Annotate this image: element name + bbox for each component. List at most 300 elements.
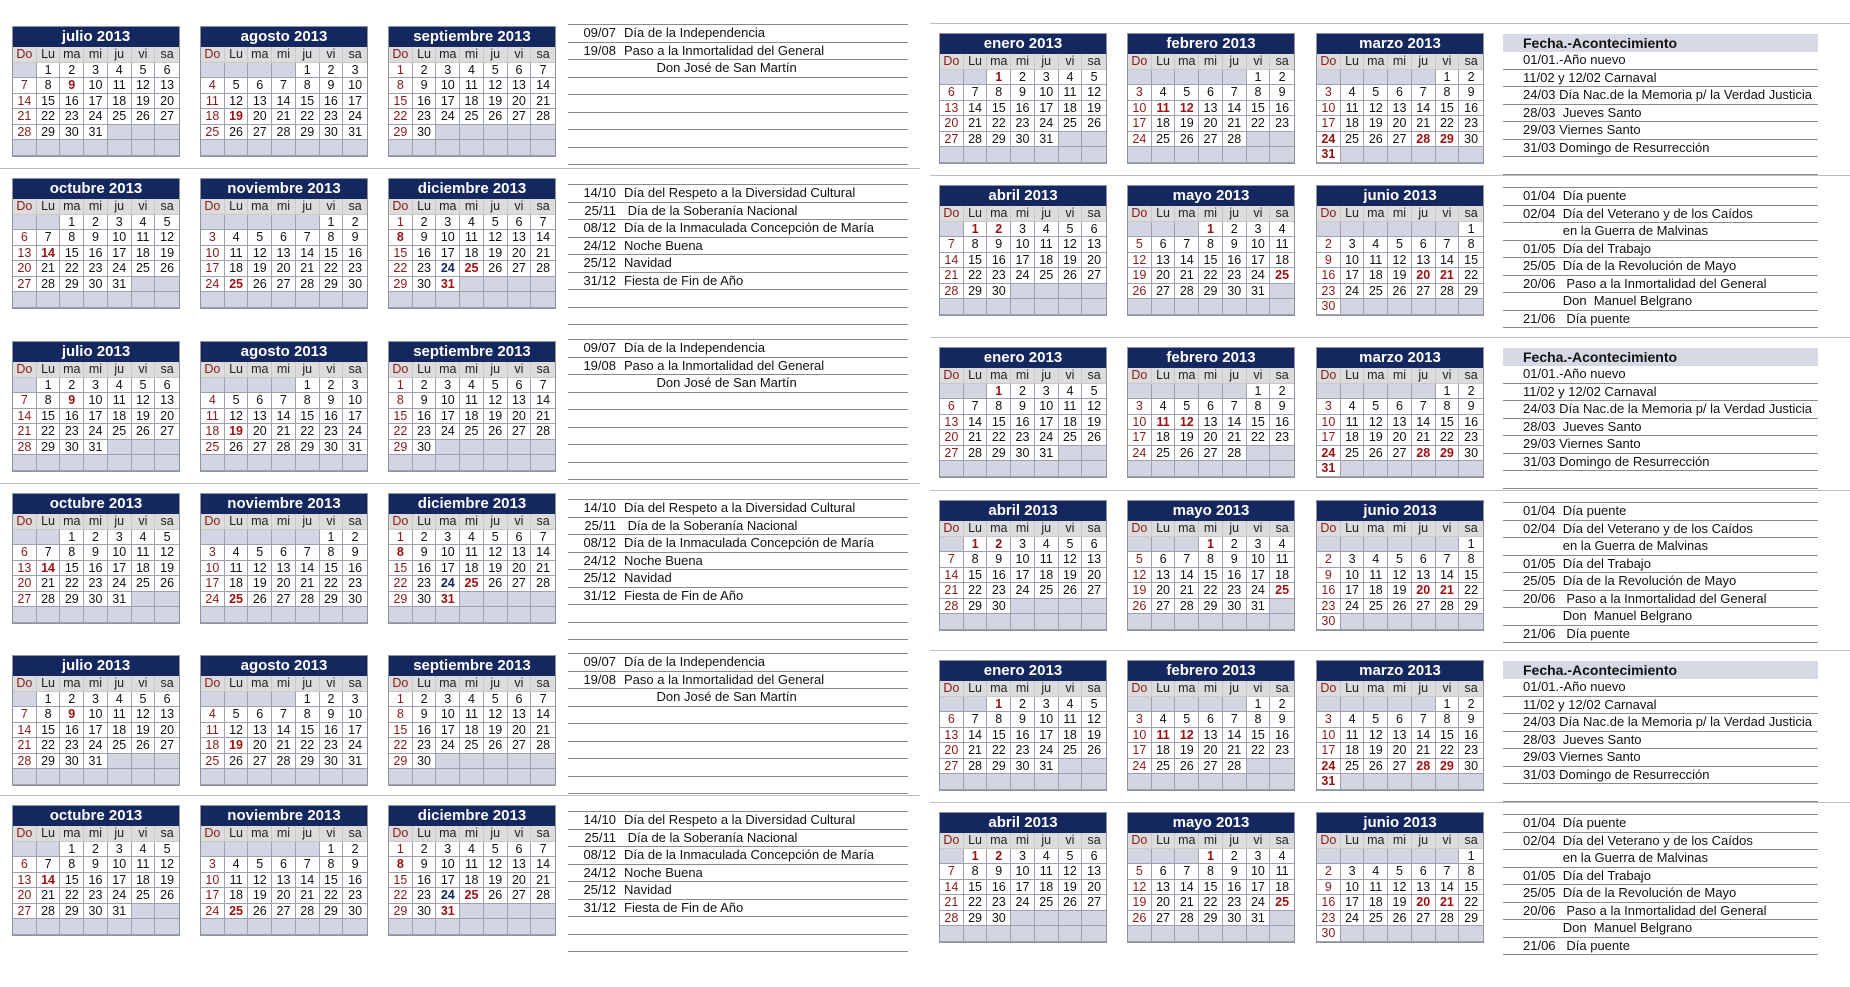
weekday-label: sa bbox=[1082, 206, 1106, 222]
holiday-row: 02/04 Día del Veterano y de los Caídos bbox=[1503, 833, 1818, 851]
day-cell: 2 bbox=[987, 222, 1011, 238]
holiday-row bbox=[568, 393, 908, 411]
empty-cell bbox=[272, 292, 296, 308]
divider bbox=[930, 490, 1850, 491]
day-cell: 31 bbox=[1247, 599, 1271, 615]
month-calendar bbox=[12, 493, 180, 624]
day-cell: 1 bbox=[987, 70, 1011, 86]
day-cell: 7 bbox=[296, 230, 320, 246]
holiday-row bbox=[568, 428, 908, 446]
day-cell: 22 bbox=[987, 430, 1011, 446]
weekday-label: mi bbox=[1011, 521, 1035, 537]
weekday-label: mi bbox=[460, 514, 484, 530]
day-cell: 10 bbox=[343, 78, 367, 94]
day-cell: 9 bbox=[413, 393, 437, 409]
day-cell: 29 bbox=[1199, 599, 1223, 615]
day-cell: 23 bbox=[60, 424, 84, 440]
day-cell: 27 bbox=[1412, 599, 1436, 615]
empty-cell bbox=[1459, 774, 1483, 790]
day-cell: 18 bbox=[460, 246, 484, 262]
holiday-date: 14/10 bbox=[583, 500, 616, 515]
day-cell: 2 bbox=[1223, 222, 1247, 238]
day-cell: 9 bbox=[320, 393, 344, 409]
day-cell: 17 bbox=[108, 246, 132, 262]
month-title: noviembre 2013 bbox=[201, 806, 367, 826]
empty-cell bbox=[37, 842, 61, 858]
empty-cell bbox=[1412, 299, 1436, 315]
day-cell: 9 bbox=[343, 857, 367, 873]
weekday-label: vi bbox=[132, 199, 156, 215]
day-cell: 24 bbox=[1011, 268, 1035, 284]
day-cell: 27 bbox=[1082, 583, 1106, 599]
day-cell: 23 bbox=[413, 738, 437, 754]
empty-cell bbox=[531, 277, 555, 293]
day-cell: 18 bbox=[108, 94, 132, 110]
day-cell: 26 bbox=[248, 592, 272, 608]
empty-cell bbox=[1059, 446, 1083, 462]
day-cell: 3 bbox=[201, 545, 225, 561]
weekday-label: Do bbox=[13, 199, 37, 215]
day-cell: 28 bbox=[531, 888, 555, 904]
day-cell: 4 bbox=[1059, 70, 1083, 86]
day-cell: 27 bbox=[1199, 446, 1223, 462]
day-cell: 28 bbox=[964, 759, 988, 775]
weekday-label: vi bbox=[320, 47, 344, 63]
month-title: noviembre 2013 bbox=[201, 179, 367, 199]
day-cell: 26 bbox=[248, 904, 272, 920]
day-cell: 29 bbox=[1459, 911, 1483, 927]
empty-cell bbox=[225, 607, 249, 623]
day-cell: 28 bbox=[296, 904, 320, 920]
divider bbox=[930, 650, 1850, 651]
holiday-date: 14/10 bbox=[583, 812, 616, 827]
day-cell: 2 bbox=[84, 842, 108, 858]
empty-cell bbox=[460, 140, 484, 156]
day-cell: 11 bbox=[201, 409, 225, 425]
holiday-date: 08/12 bbox=[583, 535, 616, 550]
day-cell: 19 bbox=[1059, 880, 1083, 896]
day-cell: 24 bbox=[1035, 116, 1059, 132]
holiday-date: 25/12 bbox=[583, 570, 616, 585]
day-cell: 17 bbox=[84, 94, 108, 110]
day-cell: 27 bbox=[155, 109, 179, 125]
empty-cell bbox=[1459, 147, 1483, 163]
holiday-name: Día de la Inmaculada Concepción de María bbox=[624, 847, 875, 862]
day-cell: 21 bbox=[272, 109, 296, 125]
weekday-label: sa bbox=[1459, 368, 1483, 384]
weekday-label: ma bbox=[1175, 681, 1199, 697]
day-cell: 20 bbox=[1412, 268, 1436, 284]
day-cell: 5 bbox=[484, 692, 508, 708]
day-cell: 11 bbox=[201, 94, 225, 110]
day-cell: 6 bbox=[155, 63, 179, 79]
day-cell: 10 bbox=[436, 545, 460, 561]
day-cell: 29 bbox=[964, 284, 988, 300]
empty-cell bbox=[201, 378, 225, 394]
day-cell: 16 bbox=[413, 561, 437, 577]
empty-cell bbox=[248, 769, 272, 785]
day-cell: 7 bbox=[940, 864, 964, 880]
weekday-label: vi bbox=[1247, 206, 1271, 222]
day-cell: 7 bbox=[37, 545, 61, 561]
month-calendar bbox=[388, 805, 556, 936]
weekday-label: sa bbox=[1459, 681, 1483, 697]
day-cell: 1 bbox=[37, 63, 61, 79]
holiday-name: Don José de San Martín bbox=[624, 60, 797, 75]
day-cell: 15 bbox=[1199, 253, 1223, 269]
day-cell: 23 bbox=[1270, 430, 1294, 446]
day-cell: 25 bbox=[132, 888, 156, 904]
weekday-label: ju bbox=[1035, 681, 1059, 697]
day-cell: 22 bbox=[389, 888, 413, 904]
day-cell: 19 bbox=[248, 261, 272, 277]
day-cell: 3 bbox=[436, 215, 460, 231]
empty-cell bbox=[225, 692, 249, 708]
day-cell: 22 bbox=[389, 576, 413, 592]
empty-cell bbox=[248, 692, 272, 708]
month-title: mayo 2013 bbox=[1128, 813, 1294, 833]
empty-cell bbox=[1223, 774, 1247, 790]
day-cell: 29 bbox=[1459, 599, 1483, 615]
empty-cell bbox=[60, 919, 84, 935]
day-cell: 4 bbox=[225, 545, 249, 561]
holiday-row bbox=[568, 535, 908, 553]
day-cell: 9 bbox=[1270, 712, 1294, 728]
day-cell: 11 bbox=[1341, 101, 1365, 117]
day-cell: 24 bbox=[201, 904, 225, 920]
day-cell: 7 bbox=[1436, 552, 1460, 568]
holiday-row: 01/04 Día puente bbox=[1503, 187, 1818, 206]
day-cell: 25 bbox=[460, 109, 484, 125]
day-cell: 3 bbox=[1035, 70, 1059, 86]
day-cell: 30 bbox=[987, 284, 1011, 300]
day-cell: 6 bbox=[1199, 85, 1223, 101]
empty-cell bbox=[1341, 147, 1365, 163]
day-cell: 20 bbox=[13, 261, 37, 277]
day-cell: 10 bbox=[1317, 415, 1341, 431]
holiday-row: 21/06 Día puente bbox=[1503, 626, 1818, 644]
weekday-label: Do bbox=[940, 206, 964, 222]
day-cell: 13 bbox=[1199, 415, 1223, 431]
empty-cell bbox=[248, 607, 272, 623]
day-cell: 6 bbox=[13, 230, 37, 246]
holiday-date: 25/12 bbox=[583, 255, 616, 270]
day-cell: 30 bbox=[413, 904, 437, 920]
day-cell: 22 bbox=[1459, 583, 1483, 599]
day-cell: 24 bbox=[436, 576, 460, 592]
empty-cell bbox=[1082, 147, 1106, 163]
day-cell: 11 bbox=[1152, 728, 1176, 744]
weekday-label: Lu bbox=[413, 47, 437, 63]
day-cell: 8 bbox=[1199, 864, 1223, 880]
day-cell: 20 bbox=[940, 116, 964, 132]
day-cell: 3 bbox=[1341, 552, 1365, 568]
day-cell: 21 bbox=[13, 738, 37, 754]
empty-cell bbox=[272, 378, 296, 394]
day-cell: 6 bbox=[508, 692, 532, 708]
day-cell: 14 bbox=[531, 78, 555, 94]
day-cell: 22 bbox=[320, 576, 344, 592]
weekday-label: sa bbox=[343, 676, 367, 692]
empty-cell bbox=[1199, 70, 1223, 86]
day-cell: 24 bbox=[1128, 759, 1152, 775]
day-cell: 22 bbox=[964, 583, 988, 599]
day-cell: 7 bbox=[1436, 237, 1460, 253]
day-cell: 27 bbox=[1082, 268, 1106, 284]
empty-cell bbox=[296, 842, 320, 858]
day-cell: 16 bbox=[320, 409, 344, 425]
day-cell: 4 bbox=[108, 378, 132, 394]
day-cell: 19 bbox=[484, 561, 508, 577]
weekday-label: ma bbox=[436, 47, 460, 63]
day-cell: 11 bbox=[108, 393, 132, 409]
day-cell: 5 bbox=[1059, 849, 1083, 865]
empty-cell bbox=[60, 140, 84, 156]
day-grid bbox=[13, 199, 179, 308]
empty-cell bbox=[413, 769, 437, 785]
day-cell: 4 bbox=[1059, 697, 1083, 713]
day-cell: 23 bbox=[1270, 116, 1294, 132]
day-cell: 25 bbox=[225, 904, 249, 920]
day-cell: 27 bbox=[248, 125, 272, 141]
day-cell: 7 bbox=[272, 78, 296, 94]
day-grid bbox=[389, 676, 555, 785]
empty-cell bbox=[1247, 774, 1271, 790]
holiday-name: Noche Buena bbox=[624, 237, 703, 253]
weekday-label: ma bbox=[436, 514, 460, 530]
weekday-label: Do bbox=[13, 514, 37, 530]
day-cell: 19 bbox=[1388, 895, 1412, 911]
day-cell: 24 bbox=[108, 261, 132, 277]
empty-cell bbox=[940, 384, 964, 400]
day-cell: 1 bbox=[320, 842, 344, 858]
weekday-label: vi bbox=[1059, 833, 1083, 849]
empty-cell bbox=[1341, 299, 1365, 315]
empty-cell bbox=[1459, 461, 1483, 477]
day-cell: 11 bbox=[1152, 101, 1176, 117]
day-cell: 1 bbox=[389, 530, 413, 546]
weekday-label: ju bbox=[1035, 521, 1059, 537]
day-cell: 5 bbox=[484, 378, 508, 394]
day-cell: 13 bbox=[272, 873, 296, 889]
day-cell: 9 bbox=[60, 78, 84, 94]
day-cell: 14 bbox=[940, 253, 964, 269]
day-cell: 7 bbox=[13, 393, 37, 409]
day-cell: 12 bbox=[155, 545, 179, 561]
day-cell: 11 bbox=[1364, 880, 1388, 896]
holiday-row bbox=[568, 220, 908, 238]
day-cell: 2 bbox=[1011, 70, 1035, 86]
day-cell: 16 bbox=[1459, 415, 1483, 431]
weekday-label: sa bbox=[1270, 368, 1294, 384]
weekday-label: Lu bbox=[225, 362, 249, 378]
day-cell: 3 bbox=[343, 378, 367, 394]
day-cell: 1 bbox=[296, 692, 320, 708]
day-cell: 13 bbox=[1082, 237, 1106, 253]
weekday-label: vi bbox=[508, 362, 532, 378]
day-cell: 1 bbox=[37, 692, 61, 708]
day-cell: 27 bbox=[13, 904, 37, 920]
weekday-label: ju bbox=[1035, 54, 1059, 70]
day-cell: 8 bbox=[389, 707, 413, 723]
day-cell: 8 bbox=[320, 230, 344, 246]
holiday-row bbox=[568, 375, 908, 393]
day-cell: 7 bbox=[940, 552, 964, 568]
empty-cell bbox=[1128, 697, 1152, 713]
weekday-label: ma bbox=[436, 676, 460, 692]
day-cell: 15 bbox=[389, 409, 413, 425]
weekday-label: vi bbox=[132, 826, 156, 842]
month-title: marzo 2013 bbox=[1317, 348, 1483, 368]
day-cell: 7 bbox=[1412, 712, 1436, 728]
empty-cell bbox=[225, 455, 249, 471]
day-cell: 26 bbox=[1364, 446, 1388, 462]
day-cell: 16 bbox=[413, 873, 437, 889]
day-cell: 11 bbox=[132, 857, 156, 873]
empty-cell bbox=[389, 607, 413, 623]
month-calendar bbox=[939, 347, 1107, 478]
day-cell: 2 bbox=[987, 537, 1011, 553]
weekday-label: mi bbox=[1011, 833, 1035, 849]
day-cell: 1 bbox=[1247, 70, 1271, 86]
day-cell: 24 bbox=[1011, 895, 1035, 911]
day-cell: 29 bbox=[389, 592, 413, 608]
holiday-name: Fiesta de Fin de Año bbox=[624, 899, 744, 915]
day-cell: 14 bbox=[13, 94, 37, 110]
day-cell: 11 bbox=[460, 78, 484, 94]
day-grid bbox=[1317, 833, 1483, 942]
empty-cell bbox=[1388, 774, 1412, 790]
day-cell: 14 bbox=[1412, 728, 1436, 744]
day-cell: 14 bbox=[940, 880, 964, 896]
day-cell: 23 bbox=[1270, 743, 1294, 759]
day-cell: 17 bbox=[1011, 880, 1035, 896]
empty-cell bbox=[987, 614, 1011, 630]
day-cell: 21 bbox=[37, 888, 61, 904]
empty-cell bbox=[1128, 147, 1152, 163]
month-title: julio 2013 bbox=[13, 342, 179, 362]
empty-cell bbox=[1223, 147, 1247, 163]
day-cell: 9 bbox=[413, 545, 437, 561]
empty-cell bbox=[1364, 222, 1388, 238]
day-cell: 27 bbox=[1412, 284, 1436, 300]
day-cell: 2 bbox=[1270, 384, 1294, 400]
holiday-name bbox=[624, 113, 657, 128]
day-cell: 6 bbox=[508, 530, 532, 546]
day-cell: 28 bbox=[1412, 759, 1436, 775]
day-cell: 22 bbox=[1199, 268, 1223, 284]
weekday-label: Do bbox=[13, 676, 37, 692]
empty-cell bbox=[1082, 284, 1106, 300]
day-cell: 28 bbox=[1175, 911, 1199, 927]
weekday-label: sa bbox=[1270, 681, 1294, 697]
day-cell: 17 bbox=[1128, 430, 1152, 446]
empty-cell bbox=[1152, 384, 1176, 400]
empty-cell bbox=[155, 592, 179, 608]
day-cell: 8 bbox=[296, 707, 320, 723]
day-cell: 1 bbox=[1459, 849, 1483, 865]
empty-cell bbox=[940, 849, 964, 865]
weekday-label: sa bbox=[1082, 681, 1106, 697]
empty-cell bbox=[108, 754, 132, 770]
day-cell: 24 bbox=[1317, 446, 1341, 462]
weekday-label: Do bbox=[940, 833, 964, 849]
day-cell: 3 bbox=[1247, 537, 1271, 553]
weekday-label: ju bbox=[1035, 833, 1059, 849]
day-cell: 8 bbox=[296, 393, 320, 409]
day-cell: 25 bbox=[132, 576, 156, 592]
day-cell: 30 bbox=[320, 754, 344, 770]
day-cell: 2 bbox=[84, 530, 108, 546]
weekday-label: ma bbox=[1364, 833, 1388, 849]
empty-cell bbox=[1223, 614, 1247, 630]
weekday-label: ju bbox=[296, 47, 320, 63]
day-cell: 2 bbox=[343, 215, 367, 231]
day-cell: 12 bbox=[132, 707, 156, 723]
month-calendar bbox=[1127, 347, 1295, 478]
holiday-name: Día del Respeto a la Diversidad Cultural bbox=[624, 185, 856, 200]
day-cell: 9 bbox=[1223, 237, 1247, 253]
day-cell: 26 bbox=[1128, 599, 1152, 615]
day-cell: 23 bbox=[320, 109, 344, 125]
empty-cell bbox=[320, 292, 344, 308]
weekday-label: sa bbox=[1082, 54, 1106, 70]
day-cell: 2 bbox=[1011, 384, 1035, 400]
holiday-row: 01/01.-Año nuevo bbox=[1503, 679, 1818, 697]
empty-cell bbox=[531, 140, 555, 156]
empty-cell bbox=[320, 140, 344, 156]
day-cell: 16 bbox=[320, 94, 344, 110]
day-grid bbox=[1128, 681, 1294, 790]
day-cell: 10 bbox=[1341, 253, 1365, 269]
day-cell: 10 bbox=[84, 393, 108, 409]
holiday-name: Fiesta de Fin de Año bbox=[624, 587, 744, 603]
day-cell: 11 bbox=[1035, 237, 1059, 253]
day-cell: 3 bbox=[1341, 864, 1365, 880]
day-cell: 10 bbox=[1247, 552, 1271, 568]
day-cell: 2 bbox=[320, 63, 344, 79]
holiday-row: Don Manuel Belgrano bbox=[1503, 608, 1818, 626]
day-cell: 14 bbox=[964, 415, 988, 431]
empty-cell bbox=[1412, 70, 1436, 86]
day-cell: 21 bbox=[940, 895, 964, 911]
day-cell: 19 bbox=[1364, 116, 1388, 132]
empty-cell bbox=[1199, 147, 1223, 163]
day-cell: 6 bbox=[508, 63, 532, 79]
month-title: junio 2013 bbox=[1317, 501, 1483, 521]
day-cell: 12 bbox=[484, 545, 508, 561]
day-cell: 14 bbox=[1412, 101, 1436, 117]
empty-cell bbox=[1247, 461, 1271, 477]
holiday-row: 11/02 y 12/02 Carnaval bbox=[1503, 384, 1818, 402]
empty-cell bbox=[1059, 284, 1083, 300]
weekday-label: vi bbox=[508, 47, 532, 63]
day-cell: 15 bbox=[1247, 415, 1271, 431]
day-cell: 1 bbox=[60, 530, 84, 546]
day-cell: 7 bbox=[940, 237, 964, 253]
day-cell: 19 bbox=[1175, 430, 1199, 446]
day-cell: 19 bbox=[225, 424, 249, 440]
day-cell: 16 bbox=[60, 409, 84, 425]
day-cell: 24 bbox=[1035, 743, 1059, 759]
empty-cell bbox=[531, 754, 555, 770]
empty-cell bbox=[1175, 849, 1199, 865]
day-cell: 2 bbox=[413, 63, 437, 79]
day-cell: 18 bbox=[1152, 430, 1176, 446]
empty-cell bbox=[1082, 911, 1106, 927]
month-calendar bbox=[1316, 185, 1484, 316]
empty-cell bbox=[1128, 537, 1152, 553]
